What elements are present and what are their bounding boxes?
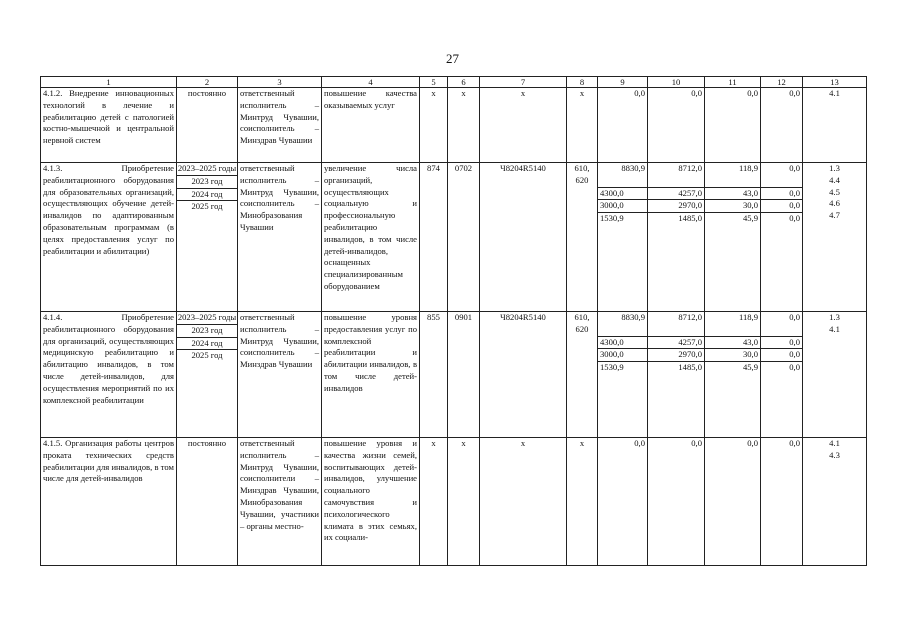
republic-budget: 0,0	[705, 88, 761, 163]
amount-total: 8712,0	[648, 163, 704, 188]
other-sources: 0,0	[761, 88, 803, 163]
amount-year: 1485,0	[678, 362, 702, 373]
republic-budget	[705, 163, 761, 312]
amount-year: 0,0	[761, 337, 802, 350]
indicator-item: 4.1	[829, 438, 840, 448]
total-amount	[598, 163, 648, 312]
amount-year: 0,0	[761, 188, 802, 201]
federal-budget	[648, 312, 705, 438]
amount-year: 43,0	[705, 188, 760, 201]
implementation-period	[177, 312, 238, 438]
section-code: 0702	[448, 163, 480, 312]
executors: ответственный исполнитель – Минтруд Чувашии, соисполнитель – Минздрав Чувашии	[238, 88, 322, 163]
table-row	[41, 88, 867, 163]
executors: ответственный исполнитель – Минтруд Чувашии, соисполнитель – Минобразования Чувашии	[238, 163, 322, 312]
period-year: 2025 год	[191, 350, 223, 361]
other-sources	[761, 163, 803, 312]
section-code: x	[448, 88, 480, 163]
amount-year: 2970,0	[648, 349, 704, 362]
amount-total: 118,9	[705, 312, 760, 337]
table-row	[41, 312, 867, 438]
federal-budget: 0,0	[648, 438, 705, 566]
amount-year: 4300,0	[598, 188, 647, 201]
republic-budget	[705, 312, 761, 438]
expected-result: повышение уровня и качества жизни семей, воспитывающих детей-инвалидов, улучшение социального самочувствия и психологического климата в этих семьях, их социали-	[322, 438, 420, 566]
indicator-item: 4.5	[829, 186, 840, 197]
period-year: 2025 год	[191, 201, 223, 212]
indicator-ref	[803, 438, 867, 566]
amount-year: 45,9	[742, 362, 758, 373]
expense-type-code: 610, 620	[567, 163, 598, 312]
table-row	[41, 163, 867, 312]
period-year: 2023 год	[177, 176, 237, 189]
republic-budget: 0,0	[705, 438, 761, 566]
total-amount: 0,0	[598, 88, 648, 163]
target-article-code: Ч8204R5140	[480, 163, 567, 312]
executors: ответственный исполнитель – Минтруд Чувашии, соисполнитель – Минздрав Чувашии	[238, 312, 322, 438]
indicator-ref	[803, 312, 867, 438]
expense-type-code: x	[567, 88, 598, 163]
target-article-code: Ч8204R5140	[480, 312, 567, 438]
section-code: x	[448, 438, 480, 566]
column-number-header-row	[41, 77, 867, 88]
amount-year: 30,0	[705, 349, 760, 362]
amount-year: 0,0	[761, 349, 802, 362]
col-header: 11	[705, 77, 761, 88]
col-header: 4	[322, 77, 420, 88]
implementation-period	[177, 163, 238, 312]
period-year: 2024 год	[177, 189, 237, 202]
col-header: 8	[567, 77, 598, 88]
period-total: 2023–2025 годы	[177, 312, 237, 322]
grbs-code: 855	[420, 312, 448, 438]
activity-name: 4.1.3. Приобретение реабилитационного оборудования для образовательных организаций, осуществляющих обучение детей-инвалидов по адаптированным образовательным программам (в целях предоставления услуг по реабилитации и абилитации)	[41, 163, 177, 312]
amount-year: 45,9	[742, 213, 758, 224]
amount-year: 3000,0	[598, 349, 647, 362]
page-number: 27	[446, 51, 459, 66]
activity-name: 4.1.5. Организация работы центров проката технических средств реабилитации для инвалидов, в том числе для детей-инвалидов	[41, 438, 177, 566]
period-year: 2023 год	[177, 325, 237, 338]
target-article-code: x	[480, 88, 567, 163]
section-code: 0901	[448, 312, 480, 438]
amount-year: 4257,0	[648, 337, 704, 350]
period-total: 2023–2025 годы	[177, 163, 237, 173]
col-header: 12	[761, 77, 803, 88]
amount-total: 8830,9	[598, 163, 647, 188]
federal-budget	[648, 163, 705, 312]
total-amount	[598, 312, 648, 438]
expected-result: повышение уровня предоставления услуг по комплексной реабилитации и абилитации инвалидов, в том числе детей-инвалидов	[322, 312, 420, 438]
col-header: 1	[41, 77, 177, 88]
expected-result: увеличение числа организаций, осуществляющих социальную и профессиональную реабилитацию инвалидов, в том числе детей-инвалидов, оснащенных специализированным оборудованием	[322, 163, 420, 312]
expense-type-code: x	[567, 438, 598, 566]
other-sources: 0,0	[761, 438, 803, 566]
col-header: 9	[598, 77, 648, 88]
amount-year: 0,0	[789, 213, 800, 224]
indicator-item: 1.3	[829, 163, 840, 173]
col-header: 10	[648, 77, 705, 88]
indicator-item: 4.4	[829, 174, 840, 185]
amount-year: 30,0	[705, 200, 760, 213]
amount-year: 2970,0	[648, 200, 704, 213]
target-article-code: x	[480, 438, 567, 566]
amount-total: 0,0	[761, 163, 802, 188]
amount-total: 0,0	[761, 312, 802, 337]
period-year: 2024 год	[177, 338, 237, 351]
expected-result: повышение качества оказываемых услуг	[322, 88, 420, 163]
table-row	[41, 438, 867, 566]
amount-year: 3000,0	[598, 200, 647, 213]
amount-total: 118,9	[705, 163, 760, 188]
amount-year: 1530,9	[600, 213, 624, 224]
col-header: 7	[480, 77, 567, 88]
amount-year: 0,0	[789, 362, 800, 373]
expense-type-code: 610, 620	[567, 312, 598, 438]
implementation-period: постоянно	[177, 438, 238, 566]
indicator-item: 4.6	[829, 198, 840, 209]
indicator-ref	[803, 163, 867, 312]
federal-budget: 0,0	[648, 88, 705, 163]
indicator-item: 4.3	[829, 449, 840, 460]
col-header: 13	[803, 77, 867, 88]
grbs-code: x	[420, 438, 448, 566]
indicator-ref: 4.1	[803, 88, 867, 163]
amount-year: 4257,0	[648, 188, 704, 201]
amount-year: 0,0	[761, 200, 802, 213]
col-header: 5	[420, 77, 448, 88]
grbs-code: 874	[420, 163, 448, 312]
amount-year: 1530,9	[600, 362, 624, 373]
col-header: 2	[177, 77, 238, 88]
grbs-code: x	[420, 88, 448, 163]
total-amount: 0,0	[598, 438, 648, 566]
amount-total: 8830,9	[598, 312, 647, 337]
indicator-item: 1.3	[829, 312, 840, 322]
activity-name: 4.1.2. Внедрение инновационных технологий в лечение и реабилитацию детей с патологией костно-мышечной и центральной нервной систем	[41, 88, 177, 163]
amount-year: 1485,0	[678, 213, 702, 224]
col-header: 6	[448, 77, 480, 88]
indicator-item: 4.7	[829, 210, 840, 221]
executors: ответственный исполнитель – Минтруд Чувашии, соисполнители – Минздрав Чувашии, Минобразования Чувашии, участники – органы местно-	[238, 438, 322, 566]
amount-year: 43,0	[705, 337, 760, 350]
program-table	[40, 76, 867, 566]
implementation-period: постоянно	[177, 88, 238, 163]
amount-year: 4300,0	[598, 337, 647, 350]
amount-total: 8712,0	[648, 312, 704, 337]
activity-name: 4.1.4. Приобретение реабилитационного оборудования для организаций, осуществляющих медицинскую реабилитацию и абилитацию инвалидов, в том числе детей-инвалидов, для осуществления мероприятий по их комплексной реабилитации	[41, 312, 177, 438]
col-header: 3	[238, 77, 322, 88]
other-sources	[761, 312, 803, 438]
indicator-item: 4.1	[829, 323, 840, 334]
